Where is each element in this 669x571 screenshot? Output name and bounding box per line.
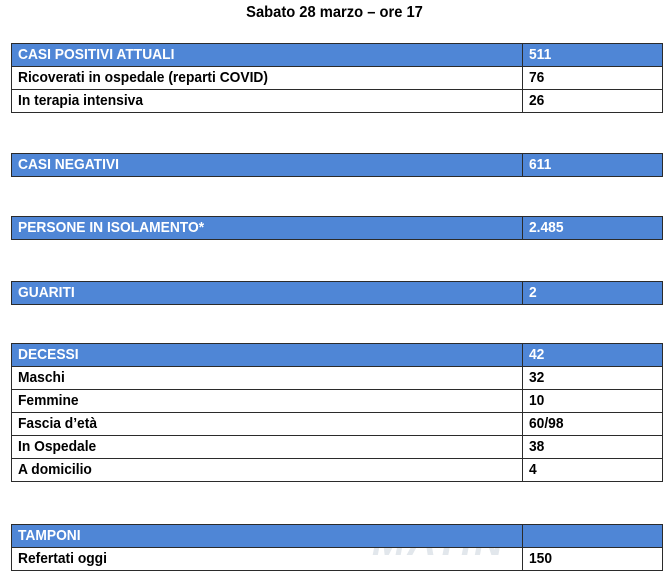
table-negativi [11, 153, 663, 177]
row-value: 10 [523, 390, 663, 413]
row-value: 511 [523, 44, 663, 67]
table-row [12, 67, 663, 90]
row-value: 60/98 [523, 413, 663, 436]
table-row [12, 436, 663, 459]
table-row [12, 367, 663, 390]
row-label: CASI NEGATIVI [12, 154, 523, 177]
table-row [12, 90, 663, 113]
row-value: 4 [523, 459, 663, 482]
table-positivi [11, 43, 663, 113]
row-label: DECESSI [12, 344, 523, 367]
row-value: 2 [523, 282, 663, 305]
table-row [12, 44, 663, 67]
table-tamponi [11, 524, 663, 571]
row-label: Maschi [12, 367, 523, 390]
table-decessi [11, 343, 663, 482]
row-label: CASI POSITIVI ATTUALI [12, 44, 523, 67]
table-guariti [11, 281, 663, 305]
row-value [523, 525, 663, 548]
page-title: Sabato 28 marzo – ore 17 [246, 4, 423, 21]
row-label: Fascia d’età [12, 413, 523, 436]
row-value: 32 [523, 367, 663, 390]
table-row [12, 154, 663, 177]
row-label: In terapia intensiva [12, 90, 523, 113]
table-row [12, 525, 663, 548]
row-label: A domicilio [12, 459, 523, 482]
table-row [12, 548, 663, 571]
row-label: PERSONE IN ISOLAMENTO* [12, 217, 523, 240]
table-row [12, 390, 663, 413]
row-label: Refertati oggi [12, 548, 523, 571]
row-value: 2.485 [523, 217, 663, 240]
row-label: GUARITI [12, 282, 523, 305]
row-label: TAMPONI [12, 525, 523, 548]
row-value: 611 [523, 154, 663, 177]
row-value: 150 [523, 548, 663, 571]
table-isolamento [11, 216, 663, 240]
row-label: Ricoverati in ospedale (reparti COVID) [12, 67, 523, 90]
row-value: 26 [523, 90, 663, 113]
table-row [12, 459, 663, 482]
table-row [12, 344, 663, 367]
table-row [12, 413, 663, 436]
table-row [12, 282, 663, 305]
row-label: In Ospedale [12, 436, 523, 459]
row-value: 38 [523, 436, 663, 459]
row-value: 42 [523, 344, 663, 367]
table-row [12, 217, 663, 240]
row-label: Femmine [12, 390, 523, 413]
row-value: 76 [523, 67, 663, 90]
